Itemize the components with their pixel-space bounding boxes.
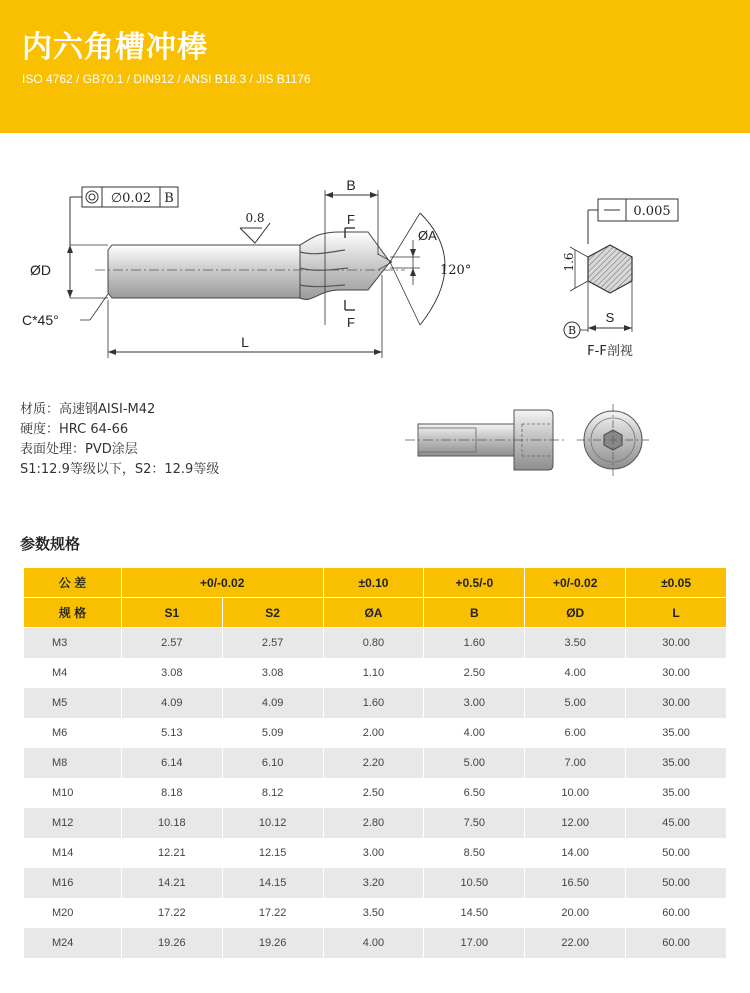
- column-header: S2: [222, 598, 323, 628]
- label-l: L: [241, 334, 249, 350]
- rod-body: [95, 232, 405, 299]
- table-cell: 5.13: [121, 718, 222, 748]
- spec-grade: S1:12.9等级以下，S2：12.9等级: [20, 462, 220, 477]
- table-cell: 45.00: [626, 808, 727, 838]
- dimension-od: [30, 245, 108, 298]
- table-cell: 5.00: [424, 748, 525, 778]
- tolerance-a: ±0.10: [323, 568, 424, 598]
- table-cell: 1.60: [424, 628, 525, 659]
- size-label: 规 格: [24, 598, 122, 628]
- table-cell: 5.00: [525, 688, 626, 718]
- label-angle: 120°: [440, 263, 472, 278]
- table-cell: 2.80: [323, 808, 424, 838]
- size-cell: M24: [24, 928, 122, 958]
- datum-b-circle: B: [567, 324, 577, 337]
- column-header: ØA: [323, 598, 424, 628]
- table-cell: 3.08: [222, 658, 323, 688]
- table-cell: 10.18: [121, 808, 222, 838]
- table-cell: 10.50: [424, 868, 525, 898]
- table-cell: 35.00: [626, 778, 727, 808]
- size-cell: M5: [24, 688, 122, 718]
- table-row: [24, 898, 727, 928]
- table-cell: 17.22: [121, 898, 222, 928]
- table-cell: 6.14: [121, 748, 222, 778]
- table-cell: 4.00: [323, 928, 424, 958]
- size-cell: M16: [24, 868, 122, 898]
- table-cell: 10.00: [525, 778, 626, 808]
- table-row: [24, 718, 727, 748]
- spec-hardness: 硬度：HRC 64-66: [20, 422, 129, 437]
- datum-b-left: B: [164, 191, 174, 206]
- dimension-oa-angle: [390, 213, 471, 325]
- table-cell: 4.00: [424, 718, 525, 748]
- table-row: [24, 778, 727, 808]
- table-cell: 4.09: [121, 688, 222, 718]
- table-cell: 12.15: [222, 838, 323, 868]
- tolerance-s: +0/-0.02: [121, 568, 323, 598]
- table-cell: 35.00: [626, 718, 727, 748]
- table-cell: 2.00: [323, 718, 424, 748]
- size-cell: M6: [24, 718, 122, 748]
- table-cell: 14.00: [525, 838, 626, 868]
- tolerance-frame-right: [588, 199, 678, 244]
- table-row: [24, 628, 727, 659]
- table-cell: 20.00: [525, 898, 626, 928]
- table-cell: 30.00: [626, 658, 727, 688]
- column-header: B: [424, 598, 525, 628]
- roughness-symbol: [240, 211, 270, 243]
- table-cell: 3.00: [323, 838, 424, 868]
- column-header: ØD: [525, 598, 626, 628]
- size-cell: M4: [24, 658, 122, 688]
- label-dia-a: ØA: [418, 228, 437, 243]
- tolerance-row: [24, 568, 727, 598]
- table-cell: 14.15: [222, 868, 323, 898]
- label-section: F-F剖视: [587, 344, 633, 359]
- table-body: [24, 628, 727, 959]
- tolerance-d: +0/-0.02: [525, 568, 626, 598]
- table-cell: 12.00: [525, 808, 626, 838]
- table-cell: 2.57: [121, 628, 222, 659]
- table-cell: 17.00: [424, 928, 525, 958]
- label-roughness: 0.8: [245, 211, 265, 225]
- table-cell: 6.50: [424, 778, 525, 808]
- table-cell: 2.50: [424, 658, 525, 688]
- table-cell: 0.80: [323, 628, 424, 659]
- table-cell: 14.50: [424, 898, 525, 928]
- hex-section-view: [562, 245, 633, 359]
- table-row: [24, 868, 727, 898]
- size-cell: M20: [24, 898, 122, 928]
- table-row: [24, 928, 727, 958]
- table-row: [24, 658, 727, 688]
- table-cell: 6.00: [525, 718, 626, 748]
- flatness-value: ∅0.02: [110, 191, 152, 206]
- table-cell: 3.00: [424, 688, 525, 718]
- header-banner: [0, 0, 750, 133]
- table-cell: 3.50: [323, 898, 424, 928]
- bolt-top-view: [577, 404, 649, 476]
- table-cell: 4.00: [525, 658, 626, 688]
- parameters-title: 参数规格: [20, 535, 81, 553]
- standards-subtitle: ISO 4762 / GB70.1 / DIN912 / ANSI B18.3 / JIS B1176: [22, 72, 311, 86]
- table-cell: 50.00: [626, 868, 727, 898]
- table-cell: 12.21: [121, 838, 222, 868]
- label-f-top: F: [347, 212, 355, 227]
- table-cell: 8.18: [121, 778, 222, 808]
- table-cell: 2.57: [222, 628, 323, 659]
- table-row: [24, 838, 727, 868]
- table-cell: 10.12: [222, 808, 323, 838]
- table-cell: 2.20: [323, 748, 424, 778]
- table-cell: 4.09: [222, 688, 323, 718]
- table-row: [24, 748, 727, 778]
- column-header: S1: [121, 598, 222, 628]
- table-row: [24, 808, 727, 838]
- label-1-6: 1.6: [562, 252, 576, 272]
- table-cell: 3.08: [121, 658, 222, 688]
- bolt-side-view: [405, 410, 565, 470]
- table-cell: 35.00: [626, 748, 727, 778]
- parameters-table: [23, 567, 727, 958]
- table-cell: 3.50: [525, 628, 626, 659]
- label-b: B: [346, 177, 356, 193]
- tolerance-frame-left: [70, 187, 178, 245]
- table-cell: 2.50: [323, 778, 424, 808]
- table-cell: 8.50: [424, 838, 525, 868]
- table-cell: 19.26: [121, 928, 222, 958]
- table-cell: 7.00: [525, 748, 626, 778]
- table-row: [24, 688, 727, 718]
- size-cell: M10: [24, 778, 122, 808]
- spec-surface: 表面处理：PVD涂层: [20, 442, 138, 457]
- table-cell: 30.00: [626, 628, 727, 659]
- table-cell: 1.10: [323, 658, 424, 688]
- size-cell: M3: [24, 628, 122, 659]
- table-cell: 5.09: [222, 718, 323, 748]
- tolerance-label: 公 差: [24, 568, 122, 598]
- chamfer-callout: [22, 294, 108, 328]
- column-header: L: [626, 598, 727, 628]
- tolerance-0005: 0.005: [633, 204, 671, 219]
- table-cell: 30.00: [626, 688, 727, 718]
- material-specs: [20, 400, 219, 480]
- table-cell: 1.60: [323, 688, 424, 718]
- table-cell: 3.20: [323, 868, 424, 898]
- table-cell: 17.22: [222, 898, 323, 928]
- table-cell: 60.00: [626, 928, 727, 958]
- label-chamfer: C*45°: [22, 312, 59, 328]
- page-title: 内六角槽冲棒: [22, 30, 208, 65]
- tolerance-l: ±0.05: [626, 568, 727, 598]
- table-cell: 22.00: [525, 928, 626, 958]
- label-f-bottom: F: [347, 315, 355, 330]
- spec-material: 材质：高速钢AISI-M42: [20, 402, 156, 417]
- table-cell: 6.10: [222, 748, 323, 778]
- table-cell: 19.26: [222, 928, 323, 958]
- size-cell: M14: [24, 838, 122, 868]
- table-cell: 7.50: [424, 808, 525, 838]
- size-cell: M12: [24, 808, 122, 838]
- tolerance-b: +0.5/-0: [424, 568, 525, 598]
- column-header-row: [24, 598, 727, 628]
- table-cell: 50.00: [626, 838, 727, 868]
- table-cell: 14.21: [121, 868, 222, 898]
- size-cell: M8: [24, 748, 122, 778]
- table-cell: 60.00: [626, 898, 727, 928]
- table-cell: 16.50: [525, 868, 626, 898]
- table-cell: 8.12: [222, 778, 323, 808]
- label-dia-d: ØD: [30, 262, 51, 278]
- label-s: S: [605, 310, 615, 325]
